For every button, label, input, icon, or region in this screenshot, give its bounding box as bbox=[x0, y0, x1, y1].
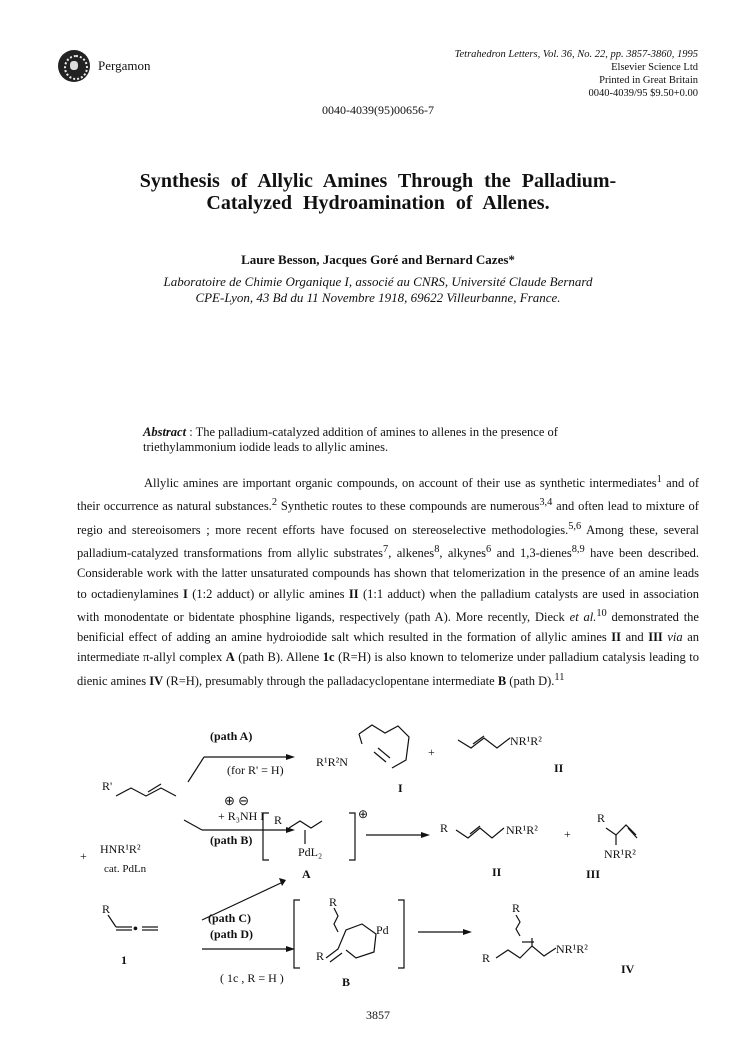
path-d-label: (path D) bbox=[210, 927, 254, 941]
copyright-line: Elsevier Science Ltd bbox=[611, 62, 698, 73]
r-prime: R' bbox=[102, 779, 113, 793]
complex-charge: ⊕ bbox=[358, 807, 369, 821]
allene-r: R bbox=[102, 902, 111, 916]
allene-dot: • bbox=[133, 922, 138, 937]
label-A: A bbox=[302, 867, 311, 881]
iv-r-top: R bbox=[512, 901, 521, 915]
journal-citation: Tetrahedron Letters, Vol. 36, No. 22, pp. 3857-3860, 1995 bbox=[454, 49, 698, 60]
title-line-1: Synthesis of Allylic Amines Through the Palladium- bbox=[139, 170, 617, 192]
iii-r: R bbox=[597, 811, 606, 825]
abstract-text: The palladium-catalyzed addition of amines to allenes in the presence of triethylammonium iodide leads to allylic amines. bbox=[143, 425, 558, 454]
amine-reagent: HNR¹R² bbox=[100, 842, 141, 856]
body-paragraph: Allylic amines are important organic compounds, on account of their use as synthetic intermediates$^1$ and of their occurrence as natural substances.$^2$ Synthetic routes to these compounds are numerous$^{3,4}$ and often lead to mixture of regio and stereoisomers ; more recent efforts have focused on stereoselective methodologies.$^{5,6}$ Among these, several palladium-catalyzed transformations from allylic substrates$^7$, alkenes$^8$, alkynes$^6$ and 1,3-dienes$^{8,9}$ have been described. Considerable work with the latter unsaturated compounds has shown that telomerization in the presence of an amine leads to octadienylamines I (1:2 adduct) or allylic amines II (1:1 adduct) when the palladium catalysts are used in association with monodentate or bidentate phosphine ligands, respectively (path A). More recently, Dieck et al.$^{10}$ demonstrated the benificial effect of adding an amine hydroiodide salt which resulted in the formation of allylic amines II and III via an intermediate π-allyl complex A (path B). Allene 1c (R=H) is also known to telomerize under palladium catalysis leading to dienic amines IV (R=H), presumably through the palladacyclopentane intermediate B (path D).$^{11}$ bbox=[77, 474, 699, 688]
b-r-top: R bbox=[329, 895, 338, 909]
affiliation-line-1: Laboratoire de Chimie Organique I, associé au CNRS, Université Claude Bernard bbox=[163, 274, 593, 289]
title-line-2: Catalyzed Hydroamination of Allenes. bbox=[206, 192, 550, 214]
page-number: 3857 bbox=[366, 1008, 390, 1022]
path-a-condition: (for R' = H) bbox=[227, 763, 284, 777]
label-I: I bbox=[398, 781, 403, 795]
path-a-label: (path A) bbox=[210, 729, 253, 743]
path-b-label: (path B) bbox=[210, 833, 253, 847]
b-r-left: R bbox=[316, 949, 325, 963]
amine-group-IV: NR¹R² bbox=[556, 942, 588, 956]
complex-r: R bbox=[274, 813, 283, 827]
plus-sign-3: + bbox=[564, 827, 571, 841]
journal-info bbox=[455, 48, 698, 100]
pd-atom: Pd bbox=[376, 923, 389, 937]
amine-group-II: NR¹R² bbox=[506, 823, 538, 837]
pergamon-logo-icon bbox=[58, 50, 90, 82]
abstract: Abstract : The palladium-catalyzed addition of amines to allenes in the presence of triethylammonium iodide leads to allylic amines. bbox=[143, 425, 558, 454]
catalyst: cat. PdLn bbox=[104, 863, 147, 875]
path-d-condition: ( 1c , R = H ) bbox=[220, 971, 284, 985]
ion-charges: ⊕ ⊖ bbox=[224, 793, 250, 808]
article-title bbox=[0, 170, 756, 214]
label-IV: IV bbox=[621, 962, 635, 976]
plus-sign-2: + bbox=[80, 849, 87, 863]
amine-group-III: NR¹R² bbox=[604, 847, 636, 861]
doi-code: 0040-4039(95)00656-7 bbox=[322, 103, 434, 117]
iv-r-left: R bbox=[482, 951, 491, 965]
label-1: 1 bbox=[121, 953, 127, 967]
publisher-logo-block bbox=[58, 50, 150, 82]
octadienyl-chain bbox=[359, 725, 409, 768]
allyl-chain-II-top bbox=[458, 738, 510, 748]
pdl2: PdL₂ bbox=[298, 845, 323, 859]
issn-price: 0040-4039/95 $9.50+0.00 bbox=[588, 88, 698, 99]
affiliation bbox=[0, 274, 756, 306]
path-c-label: (path C) bbox=[208, 911, 252, 925]
label-II-top: II bbox=[554, 761, 564, 775]
publisher-name: Pergamon bbox=[98, 58, 151, 73]
label-II: II bbox=[492, 865, 502, 879]
printed-line: Printed in Great Britain bbox=[599, 75, 698, 86]
label-B: B bbox=[342, 975, 351, 989]
amine-group-I: R¹R²N bbox=[316, 755, 348, 769]
abstract-label: Abstract bbox=[143, 425, 187, 439]
affiliation-line-2: CPE-Lyon, 43 Bd du 11 Novembre 1918, 69622 Villeurbanne, France. bbox=[195, 290, 561, 305]
triethylammonium-iodide: + R₃NH I bbox=[218, 809, 265, 823]
reaction-scheme bbox=[76, 720, 676, 1000]
amine-group-II-top: NR¹R² bbox=[510, 734, 542, 748]
diene-chain bbox=[116, 788, 176, 796]
label-III: III bbox=[586, 867, 601, 881]
ii-r: R bbox=[440, 821, 449, 835]
author-list: Laure Besson, Jacques Goré and Bernard Cazes* bbox=[241, 252, 515, 267]
plus-sign-1: + bbox=[428, 745, 435, 759]
